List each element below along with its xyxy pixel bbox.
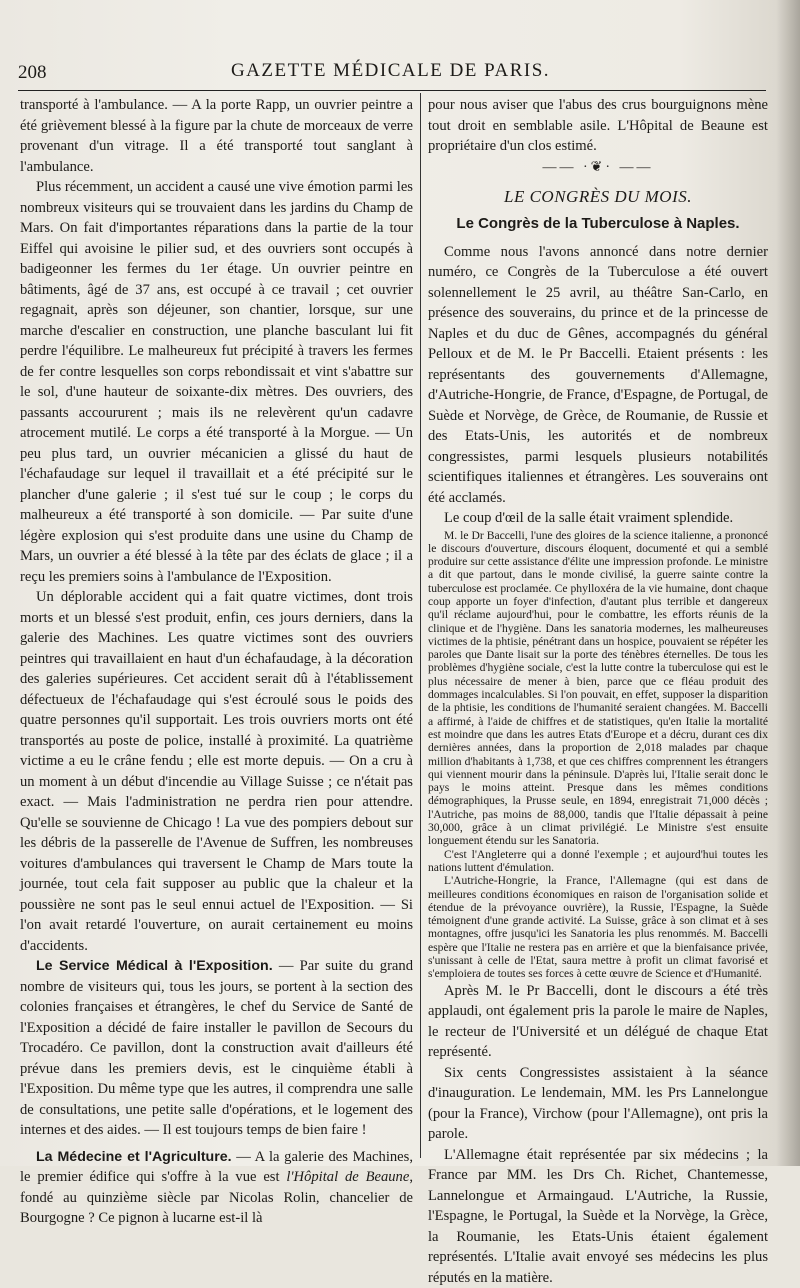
paragraph: transporté à l'ambulance. — A la porte Rapp, un ouvrier peintre a été grièvement blessé à la figure par la chute de morceaux de verre provenant d'un vitrage. Il a été transporté tout sanglant à l'ambulance. <box>20 97 413 175</box>
section-title: La Médecine et l'Agriculture. <box>36 1148 232 1165</box>
small-paragraph: L'Autriche-Hongrie, la France, l'Allemagne (qui est dans de meilleures conditions économiques en raison de l'organisation solide et étendue de la prévoyance ouvrière), la Russie, l'Espagne, la Suède témoignent d'une grande activité. La Suisse, grâce à son climat et à ses montagnes, offre jusqu'ici les Sanatoria les plus renommés. M. Baccelli espère que l'Italie ne restera pas en arrière et que la bienfaisance privée, s'unissant à celle de l'Etat, saura mettre à profit un climat favorisé et s'emploiera de toutes ses forces à cette œuvre de Science et d'Humanité. <box>428 874 768 981</box>
section-title: Le Service Médical à l'Exposition. <box>36 958 273 974</box>
paragraph: Plus récemment, un accident a causé une vive émotion parmi les nombreux visiteurs qui se trouvaient dans les jardins du Champ de Mars. On fait d'importantes réparations dans la partie de la tour Eiffel qui avoisine le pilier sud, et des ouvriers sont occupés à badigeonner les fermes du 1er étage. Un ouvrier peintre en bâtiments, âgé de 37 ans, est occupé à ce travail ; cet ouvrier regagnait, après son déjeuner, son chantier, lorsque, sur une marche d'escalier en construction, une planche basculant lui fit perdre l'équilibre. Le malheureux fut précipité à travers les fermes de fer contre lesquelles son corps rebondissait et vint s'abattre sur le sol, d'une hauteur de soixante-dix mètres. Des ouvriers, des passants accoururent ; mais ils ne relevèrent qu'un cadavre atrocement mutilé. Le corps a été transporté à la Morgue. — Un peu plus tard, un ouvrier mécanicien a glissé du haut de l'échafaudage sur lequel il travaillait et a été précipité sur le plancher d'une galerie ; il s'est tué sur le coup ; le corps du malheureux a été transporté à son domicile. — Par suite d'une légère explosion qui s'est produite dans une usine du Champ de Mars, un ouvrier a été blessé à la tête par des éclats de glace ; il a reçu les premiers soins à l'ambulance de l'Exposition. <box>20 179 413 585</box>
section-text: — Par suite du grand nombre de visiteurs qui, tous les jours, se portent à la section des colonies françaises et étrangères, le chef du Service de Santé de l'Exposition a décidé de faire installer le pavillon de Secours du Trocadéro. Ce pavillon, dont la construction avait d'ailleurs été prévue dans les premiers devis, est le cinquième établi à l'Exposition. Du même type que les autres, il comprendra une salle de consultations, une petite salle d'opérations, et le logement des internes et des aides. — Il est toujours temps de bien faire ! <box>20 958 413 1138</box>
paragraph: L'Allemagne était représentée par six médecins ; la France par MM. les Drs Ch. Richet, Chantemesse, Lannelongue et Armaingaud. L'Autriche, la Russie, l'Espagne, le Portugal, la Suède et la Norvège, la Grèce, la Roumanie, les Etats-Unis étaient également représentés. L'Italie avait envoyé ses médecins les plus réputés en la matière. <box>428 1146 768 1286</box>
small-paragraph: C'est l'Angleterre qui a donné l'exemple ; et aujourd'hui toutes les nations luttent d'émulation. <box>428 847 768 874</box>
page-header <box>18 56 763 86</box>
ornament-divider: —— ·❦· —— <box>542 159 654 175</box>
paragraph: Un déplorable accident qui a fait quatre victimes, dont trois morts et un blessé s'est produit, enfin, ces jours derniers, dans la galerie des Machines. Les quatre victimes sont des ouvriers peintres qui travaillaient en haut d'un échafaudage, à la décoration des galeries supérieures. Cet accident serait dû à l'établissement défectueux de l'échafaudage qui s'est écroulé sous le poids des quatre personnes qu'il supportait. Les trois ouvriers morts ont été transportés au poste de police, installé à proximité. La quatrième victime a eu le crâne fendu ; elle est morte depuis. — On a cru à un moment à un début d'incendie au Village Suisse ; ce n'était pas exact. — Mais l'administration ne perdra rien pour attendre. Qu'elle se souvienne de Chicago ! La vue des pompiers debout sur les débris de la passerelle de l'Avenue de Suffren, les nombreuses voitures d'ambulances qui traversent le Champ de Mars toute la journée, tout cela fait supposer au public que la chaleur et la poussière ne sont pas le seul ennui actuel de l'Exposition. — Si l'on avait retardé l'ouverture, on aurait certainement eu moins d'accidents. <box>20 589 413 954</box>
paragraph: Comme nous l'avons annoncé dans notre dernier numéro, ce Congrès de la Tuberculose a été ouvert solennellement le 25 avril, au théâtre San-Carlo, en présence des souverains, du prince et de la princesse de Naples et du duc de Gênes, accompagnés du général Pelloux et de M. le Pr Baccelli. Etaient présents : les représentants des gouvernements d'Allemagne, d'Autriche-Hongrie, de France, d'Espagne, de Portugal, de Suède et Norvège, de Grèce, de Roumanie, de Russie et des Etats-Unis, les autorités et de nombreux congressistes, parmi lesquels plusieurs notabilités scientifiques italiennes et étrangères. Les souverains ont été acclamés. <box>428 243 768 506</box>
article-title: Le Congrès de la Tuberculose à Naples. <box>456 214 740 232</box>
paragraph: pour nous aviser que l'abus des crus bourguignons mène tout droit en semblable asile. L'Hôpital de Beaune est propriétaire d'un clos estimé. <box>428 97 768 154</box>
running-title: GAZETTE MÉDICALE DE PARIS. <box>230 60 551 81</box>
section-text: — A la galerie des Machines, le premier édifice qui s'offre à la vue est <box>20 1148 413 1185</box>
column-divider <box>420 93 421 1158</box>
paragraph: Le coup d'œil de la salle était vraiment splendide. <box>444 510 734 526</box>
section-heading: LE CONGRÈS DU MOIS. <box>504 186 692 206</box>
right-column <box>428 95 768 1286</box>
left-column <box>20 95 413 1226</box>
section-text: , fondé au quinzième siècle par Nicolas Rolin, chancelier de Bourgogne ? Ce pignon à lucarne est-il là <box>20 1169 413 1226</box>
section-service-medical <box>20 956 413 1141</box>
section-medecine-agriculture <box>20 1147 413 1229</box>
page-number: 208 <box>18 62 47 83</box>
small-paragraph: M. le Dr Baccelli, l'une des gloires de la science italienne, a prononcé le discours d'ouverture, discours éloquent, documenté et qui a semblé produire sur cette assistance d'élite une impression profonde. Le ministre a dit que partout, dans le monde civilisé, la guerre sainte contre la tuberculose est proclamée. Ce phylloxéra de la vie humaine, dont chaque coup apporte un foyer d'infection, d'autant plus terrible et dangereux qu'il réclame aujourd'hui, pour le combattre, les efforts réunis de la clinique et de l'hygiène. Dans les sanatoria modernes, les malheureuses victimes de la phtisie, pénétrant dans un hospice, pouvaient se répéter les paroles que Dante lisait sur la porte des ténèbres éternelles. De tous les problèmes d'hygiène sociale, c'est la lutte contre la tuberculose qui est le plus nécessaire de mener à bien, parce que ce fléau produit des dommages incalculables. Si l'on pouvait, en effet, supposer la disparition de la phtisie, les conditions de l'humanité seraient changées. M. Baccelli a affirmé, à l'aide de chiffres et de statistiques, qu'en Italie la mortalité est moindre que dans les autres Etats d'Europe et a décru, durant ces dix dernières années, dans la proportion de 2,018 malades par chaque million d'habitants à 1,738, et que ces chiffres comprennent les étrangers qui viennent mourir dans la péninsule. D'après lui, l'Italie serait donc le pays le moins atteint. Presque dans les mêmes conditions démographiques, la Prusse seule, en 1894, enregistrait 71,000 décès ; l'Autriche, pas moins de 88,000, tandis que l'Italie dépassait à peine 30,000, grâce à un climat privilégié. Le Ministre s'est ensuite longuement étendu sur les Sanatoria. <box>428 528 768 848</box>
paragraph: Après M. le Pr Baccelli, dont le discours a été très applaudi, ont également pris la parole le maire de Naples, le recteur de l'Université et un délégué de chaque Etat représenté. <box>428 982 768 1061</box>
italic-text: l'Hôpital de Beaune <box>286 1169 410 1185</box>
paragraph: Six cents Congressistes assistaient à la séance d'inauguration. Le lendemain, MM. les Prs Lannelongue (pour la France), Virchow (pour l'Allemagne), ont pris la parole. <box>428 1064 768 1143</box>
header-rule <box>18 90 766 91</box>
